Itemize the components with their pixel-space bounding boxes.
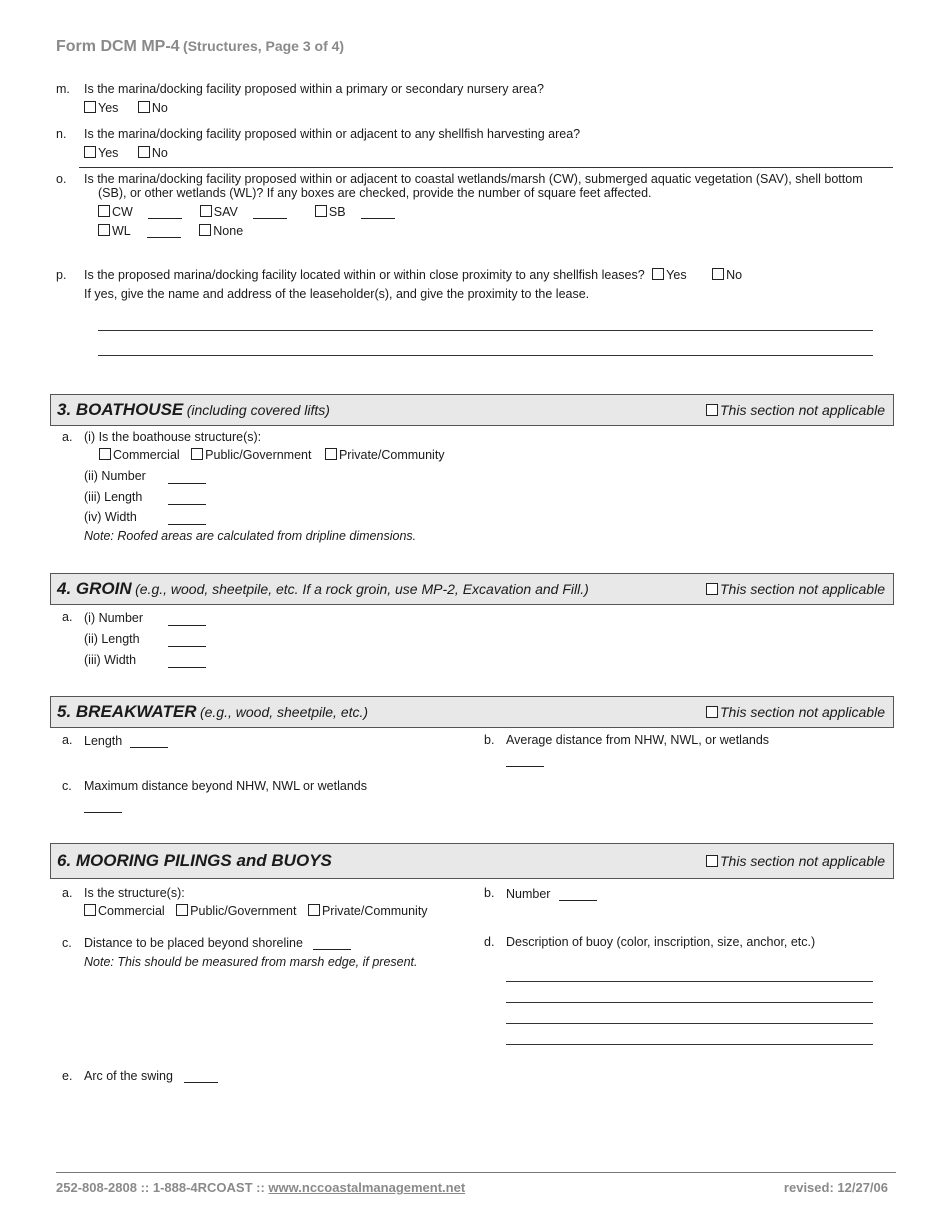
mooring-type-options (84, 904, 428, 918)
mooring-distance-row (84, 936, 351, 950)
groin-width-field[interactable] (168, 655, 206, 668)
footer-revised: revised: 12/27/06 (783, 1180, 888, 1195)
mooring-private-checkbox[interactable] (308, 904, 320, 916)
boathouse-width-field[interactable] (168, 512, 206, 525)
sec6-a-letter: a. (62, 886, 73, 900)
boathouse-public-label: Public/Government (205, 448, 312, 462)
section-4-title: 4. GROIN (57, 579, 132, 598)
question-p-text: Is the proposed marina/docking facility located within or within close proximity to any shellfish leases? (84, 268, 645, 282)
p-yes-checkbox[interactable] (652, 268, 664, 280)
p-no-checkbox[interactable] (712, 268, 724, 280)
question-m-letter: m. (56, 82, 70, 96)
cw-label: CW (112, 205, 133, 219)
section-4-na-checkbox[interactable] (706, 583, 718, 595)
cw-checkbox[interactable] (98, 205, 110, 217)
question-m-text: Is the marina/docking facility proposed within a primary or secondary nursery area? (84, 82, 544, 96)
sb-label: SB (328, 205, 346, 219)
sec6-e-letter: e. (62, 1069, 73, 1083)
mooring-distance-note: Note: This should be measured from marsh edge, if present. (84, 955, 418, 969)
question-o-row-1 (98, 205, 395, 219)
sec6-c-letter: c. (62, 936, 72, 950)
groin-number-label: (i) Number (84, 611, 144, 625)
wl-label: WL (112, 224, 131, 238)
footer-contact (56, 1180, 465, 1195)
mooring-structure-question: Is the structure(s): (84, 886, 185, 900)
m-no-label: No (151, 101, 168, 115)
form-title: Form DCM MP-4 (56, 38, 180, 55)
boathouse-length-field[interactable] (168, 492, 206, 505)
section-3-title: 3. BOATHOUSE (57, 400, 184, 419)
sec3-a-question: (i) Is the boathouse structure(s): (84, 430, 262, 444)
footer-divider (56, 1172, 896, 1173)
arc-of-swing-label: Arc of the swing (84, 1069, 173, 1083)
question-n-options (84, 146, 184, 160)
n-no-label: No (151, 146, 168, 160)
breakwater-length-row (84, 734, 168, 748)
breakwater-max-distance-field[interactable] (84, 800, 122, 813)
m-yes-checkbox[interactable] (84, 101, 96, 113)
buoy-description-line-3[interactable] (506, 1023, 873, 1024)
mooring-commercial-checkbox[interactable] (84, 904, 96, 916)
section-5-desc: (e.g., wood, sheetpile, etc.) (199, 704, 369, 720)
section-3-header (50, 394, 894, 426)
mooring-number-field[interactable] (559, 888, 597, 901)
breakwater-avg-distance-label: Average distance from NHW, NWL, or wetlands (506, 733, 770, 747)
sb-sqft-field[interactable] (361, 206, 395, 219)
question-p-row (84, 268, 742, 282)
section-6-title: 6. MOORING PILINGS and BUOYS (57, 851, 332, 870)
sav-label: SAV (213, 205, 238, 219)
section-6-na-label: This section not applicable (720, 853, 885, 869)
section-5-na-label: This section not applicable (720, 704, 885, 720)
sec3-type-options (99, 448, 445, 462)
buoy-description-line-1[interactable] (506, 981, 873, 982)
p-yes-label: Yes (666, 268, 687, 282)
sec6-b-letter: b. (484, 886, 495, 900)
breakwater-length-field[interactable] (130, 735, 168, 748)
footer-phone: 252-808-2808 :: 1-888-4RCOAST :: (56, 1180, 269, 1195)
form-subtitle: (Structures, Page 3 of 4) (183, 38, 345, 54)
sav-checkbox[interactable] (200, 205, 212, 217)
sec5-a-letter: a. (62, 733, 73, 747)
section-5-na-checkbox[interactable] (706, 706, 718, 718)
question-o-letter: o. (56, 172, 67, 186)
leaseholder-line-1[interactable] (98, 330, 873, 331)
groin-length-field[interactable] (168, 634, 206, 647)
section-6-header (50, 843, 894, 879)
m-yes-label: Yes (98, 101, 119, 115)
question-p-followup: If yes, give the name and address of the leaseholder(s), and give the proximity to the lease. (84, 287, 590, 301)
mooring-distance-label: Distance to be placed beyond shoreline (84, 936, 303, 950)
boathouse-length-label: (iii) Length (84, 490, 143, 504)
question-o-text-1: Is the marina/docking facility proposed within or adjacent to coastal wetlands/marsh (CW), submerged aquatic vegetation (SAV), shell bottom (84, 172, 863, 186)
section-4-na-label: This section not applicable (720, 581, 885, 597)
sec3-a-letter: a. (62, 430, 73, 444)
section-4-desc: (e.g., wood, sheetpile, etc. If a rock groin, use MP-2, Excavation and Fill.) (135, 581, 589, 597)
buoy-description-line-4[interactable] (506, 1044, 873, 1045)
question-o-row-2 (98, 224, 243, 238)
section-3-na-label: This section not applicable (720, 402, 885, 418)
boathouse-public-checkbox[interactable] (191, 448, 203, 460)
arc-of-swing-row (84, 1069, 218, 1083)
n-no-checkbox[interactable] (138, 146, 150, 158)
buoy-description-line-2[interactable] (506, 1002, 873, 1003)
wl-sqft-field[interactable] (147, 225, 181, 238)
sec6-d-letter: d. (484, 935, 495, 949)
wl-checkbox[interactable] (98, 224, 110, 236)
mooring-number-row (506, 887, 597, 901)
sec4-a-letter: a. (62, 610, 73, 624)
mooring-distance-field[interactable] (313, 937, 351, 950)
buoy-description-label: Description of buoy (color, inscription, size, anchor, etc.) (506, 935, 816, 949)
groin-length-label: (ii) Length (84, 632, 140, 646)
arc-of-swing-field[interactable] (184, 1070, 218, 1083)
section-3-na-checkbox[interactable] (706, 404, 718, 416)
sav-sqft-field[interactable] (253, 206, 287, 219)
question-m-options (84, 101, 184, 115)
section-5-title: 5. BREAKWATER (57, 702, 197, 721)
mooring-number-label: Number (506, 887, 551, 901)
groin-number-field[interactable] (168, 613, 206, 626)
section-5-header (50, 696, 894, 728)
divider (79, 167, 893, 168)
mooring-commercial-label: Commercial (98, 904, 165, 918)
page-header (56, 38, 344, 56)
boathouse-width-label: (iv) Width (84, 510, 137, 524)
breakwater-max-distance-label: Maximum distance beyond NHW, NWL or wetlands (84, 779, 367, 793)
mooring-private-label: Private/Community (321, 904, 428, 918)
sec5-c-letter: c. (62, 779, 72, 793)
mooring-public-label: Public/Government (190, 904, 297, 918)
none-label: None (213, 224, 244, 238)
n-yes-label: Yes (98, 146, 119, 160)
boathouse-number-field[interactable] (168, 471, 206, 484)
breakwater-length-label: Length (84, 734, 123, 748)
section-3-desc: (including covered lifts) (186, 402, 330, 418)
boathouse-private-checkbox[interactable] (325, 448, 337, 460)
section-6-na-checkbox[interactable] (706, 855, 718, 867)
mooring-public-checkbox[interactable] (176, 904, 188, 916)
sec5-b-letter: b. (484, 733, 495, 747)
groin-width-label: (iii) Width (84, 653, 137, 667)
boathouse-commercial-label: Commercial (113, 448, 180, 462)
boathouse-private-label: Private/Community (338, 448, 445, 462)
question-n-letter: n. (56, 127, 67, 141)
n-yes-checkbox[interactable] (84, 146, 96, 158)
question-o-text-2: (SB), or other wetlands (WL)? If any boxes are checked, provide the number of square feet affected. (98, 186, 652, 200)
p-no-label: No (726, 268, 743, 282)
boathouse-commercial-checkbox[interactable] (99, 448, 111, 460)
footer-website-link[interactable]: www.nccoastalmanagement.net (268, 1180, 466, 1195)
section-4-header (50, 573, 894, 605)
leaseholder-line-2[interactable] (98, 355, 873, 356)
boathouse-number-label: (ii) Number (84, 469, 146, 483)
question-p-letter: p. (56, 268, 67, 282)
sb-checkbox[interactable] (315, 205, 327, 217)
cw-sqft-field[interactable] (148, 206, 182, 219)
none-checkbox[interactable] (199, 224, 211, 236)
boathouse-note: Note: Roofed areas are calculated from dripline dimensions. (84, 529, 417, 543)
m-no-checkbox[interactable] (138, 101, 150, 113)
breakwater-avg-distance-field[interactable] (506, 754, 544, 767)
question-n-text: Is the marina/docking facility proposed within or adjacent to any shellfish harvesting area? (84, 127, 581, 141)
